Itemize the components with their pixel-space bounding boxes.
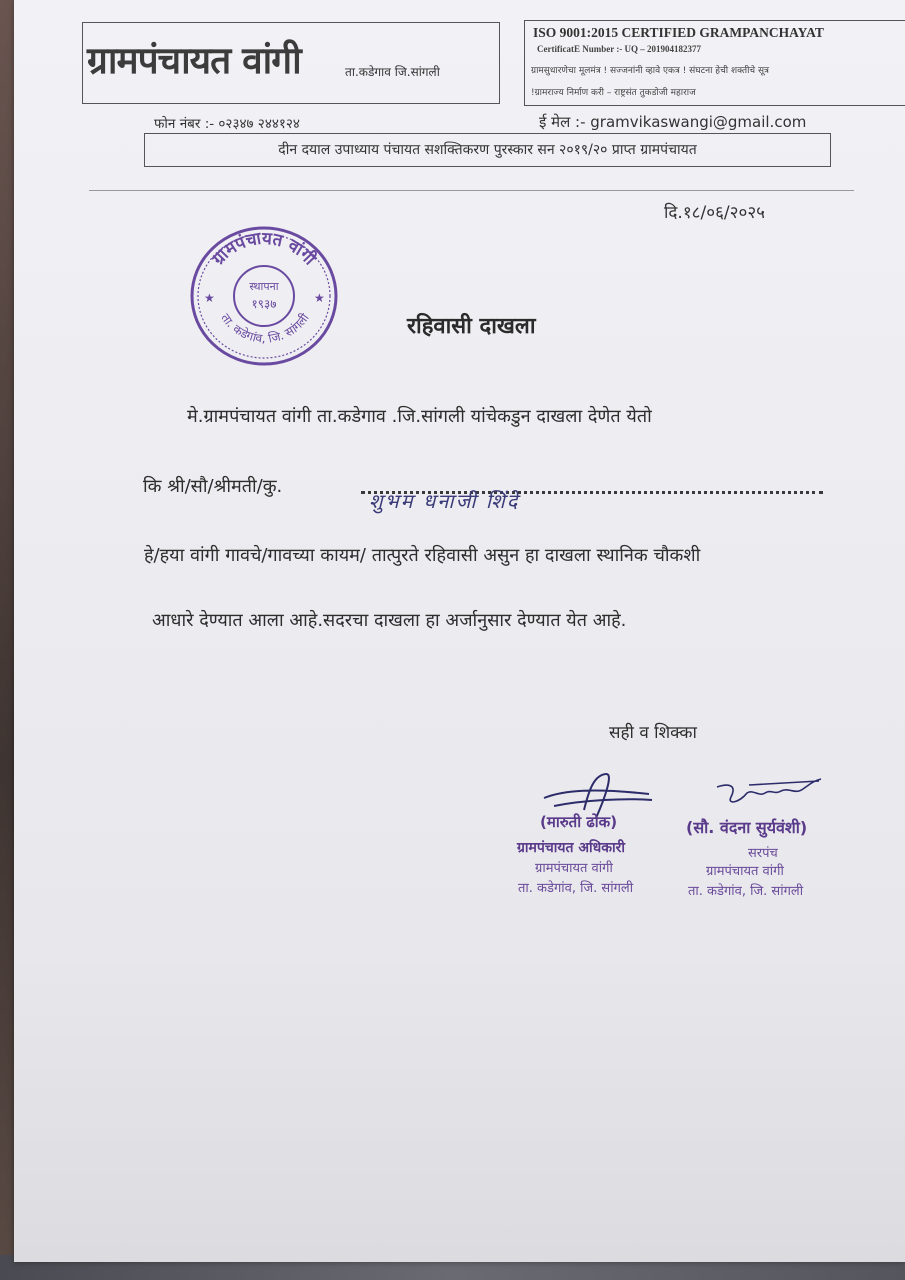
officer-name: (मारुती ढोक): [540, 813, 618, 831]
seal-ring-top-text: ग्रामपंचायत वांगी: [208, 228, 320, 270]
certificate-number: CertificatE Number :- UQ – 201904182377: [537, 44, 702, 54]
iso-box: [524, 20, 905, 106]
body-line-2-prefix: कि श्री/सौ/श्रीमती/कु.: [143, 476, 283, 497]
document-heading: रहिवासी दाखला: [407, 314, 536, 339]
officer-location: ता. कडेगांव, जि. सांगली: [518, 881, 634, 896]
email-address: ई मेल :- gramvikaswangi@gmail.com: [539, 113, 807, 131]
sarpanch-signature: [709, 775, 829, 815]
seal-center-word: स्थापना: [249, 280, 279, 293]
divider-line: [89, 190, 854, 191]
certificate-paper: [14, 0, 905, 1262]
sarpanch-location: ता. कडेगांव, जि. सांगली: [688, 884, 804, 899]
officer-office: ग्रामपंचायत वांगी: [535, 861, 613, 876]
handwritten-resident-name: शुभम धनाजी शिंदे: [369, 489, 520, 513]
signature-and-seal-label: सही व शिक्का: [609, 723, 697, 743]
sarpanch-office: ग्रामपंचायत वांगी: [706, 864, 784, 879]
officer-title: ग्रामपंचायत अधिकारी: [517, 840, 625, 856]
taluka-district: ता.कडेगाव जि.सांगली: [345, 65, 440, 79]
issue-date: दि.१८/०६/२०२५: [664, 203, 766, 223]
motto-line-2: !ग्रामराज्य निर्माण करी – राष्ट्रसंत तुकडोजी महाराज: [531, 88, 696, 98]
phone-number: फोन नंबर :- ०२३४७ २४४१२४: [154, 116, 300, 132]
sarpanch-title: सरपंच: [748, 846, 778, 861]
body-line-1: मे.ग्रामपंचायत वांगी ता.कडेगाव .जि.सांगली यांचेकडुन दाखला देणेत येतो: [187, 406, 652, 427]
iso-certification: ISO 9001:2015 CERTIFIED GRAMPANCHAYAT: [533, 25, 824, 40]
seal-star-right-icon: ★: [314, 291, 325, 305]
award-banner: दीन दयाल उपाध्याय पंचायत सशक्तिकरण पुरस्कार सन २०१९/२० प्राप्त ग्रामपंचायत: [144, 133, 831, 167]
gram-panchayat-title: ग्रामपंचायत वांगी: [87, 38, 301, 82]
sarpanch-name: (सौ. वंदना सुर्यवंशी): [686, 818, 808, 837]
body-line-3: हे/हया वांगी गावचे/गावच्या कायम/ तात्पुरते रहिवासी असुन हा दाखला स्थानिक चौकशी: [144, 545, 701, 566]
gram-panchayat-seal-stamp: [188, 224, 340, 368]
motto-line-1: ग्रामसुधारणेचा मूलमंत्र ! सज्जनांनी व्हावे एकत्र ! संघटना हेची शक्तीचे सूत्र: [531, 66, 770, 76]
seal-star-left-icon: ★: [204, 291, 215, 305]
seal-center-year: १९३७: [251, 297, 277, 311]
body-line-4: आधारे देण्यात आला आहे.सदरचा दाखला हा अर्जानुसार देण्यात येत आहे.: [152, 610, 627, 631]
seal-ring-bottom-text: ता. कडेगांव, जि. सांगली: [218, 310, 312, 346]
letterhead-title-box: [82, 22, 500, 104]
